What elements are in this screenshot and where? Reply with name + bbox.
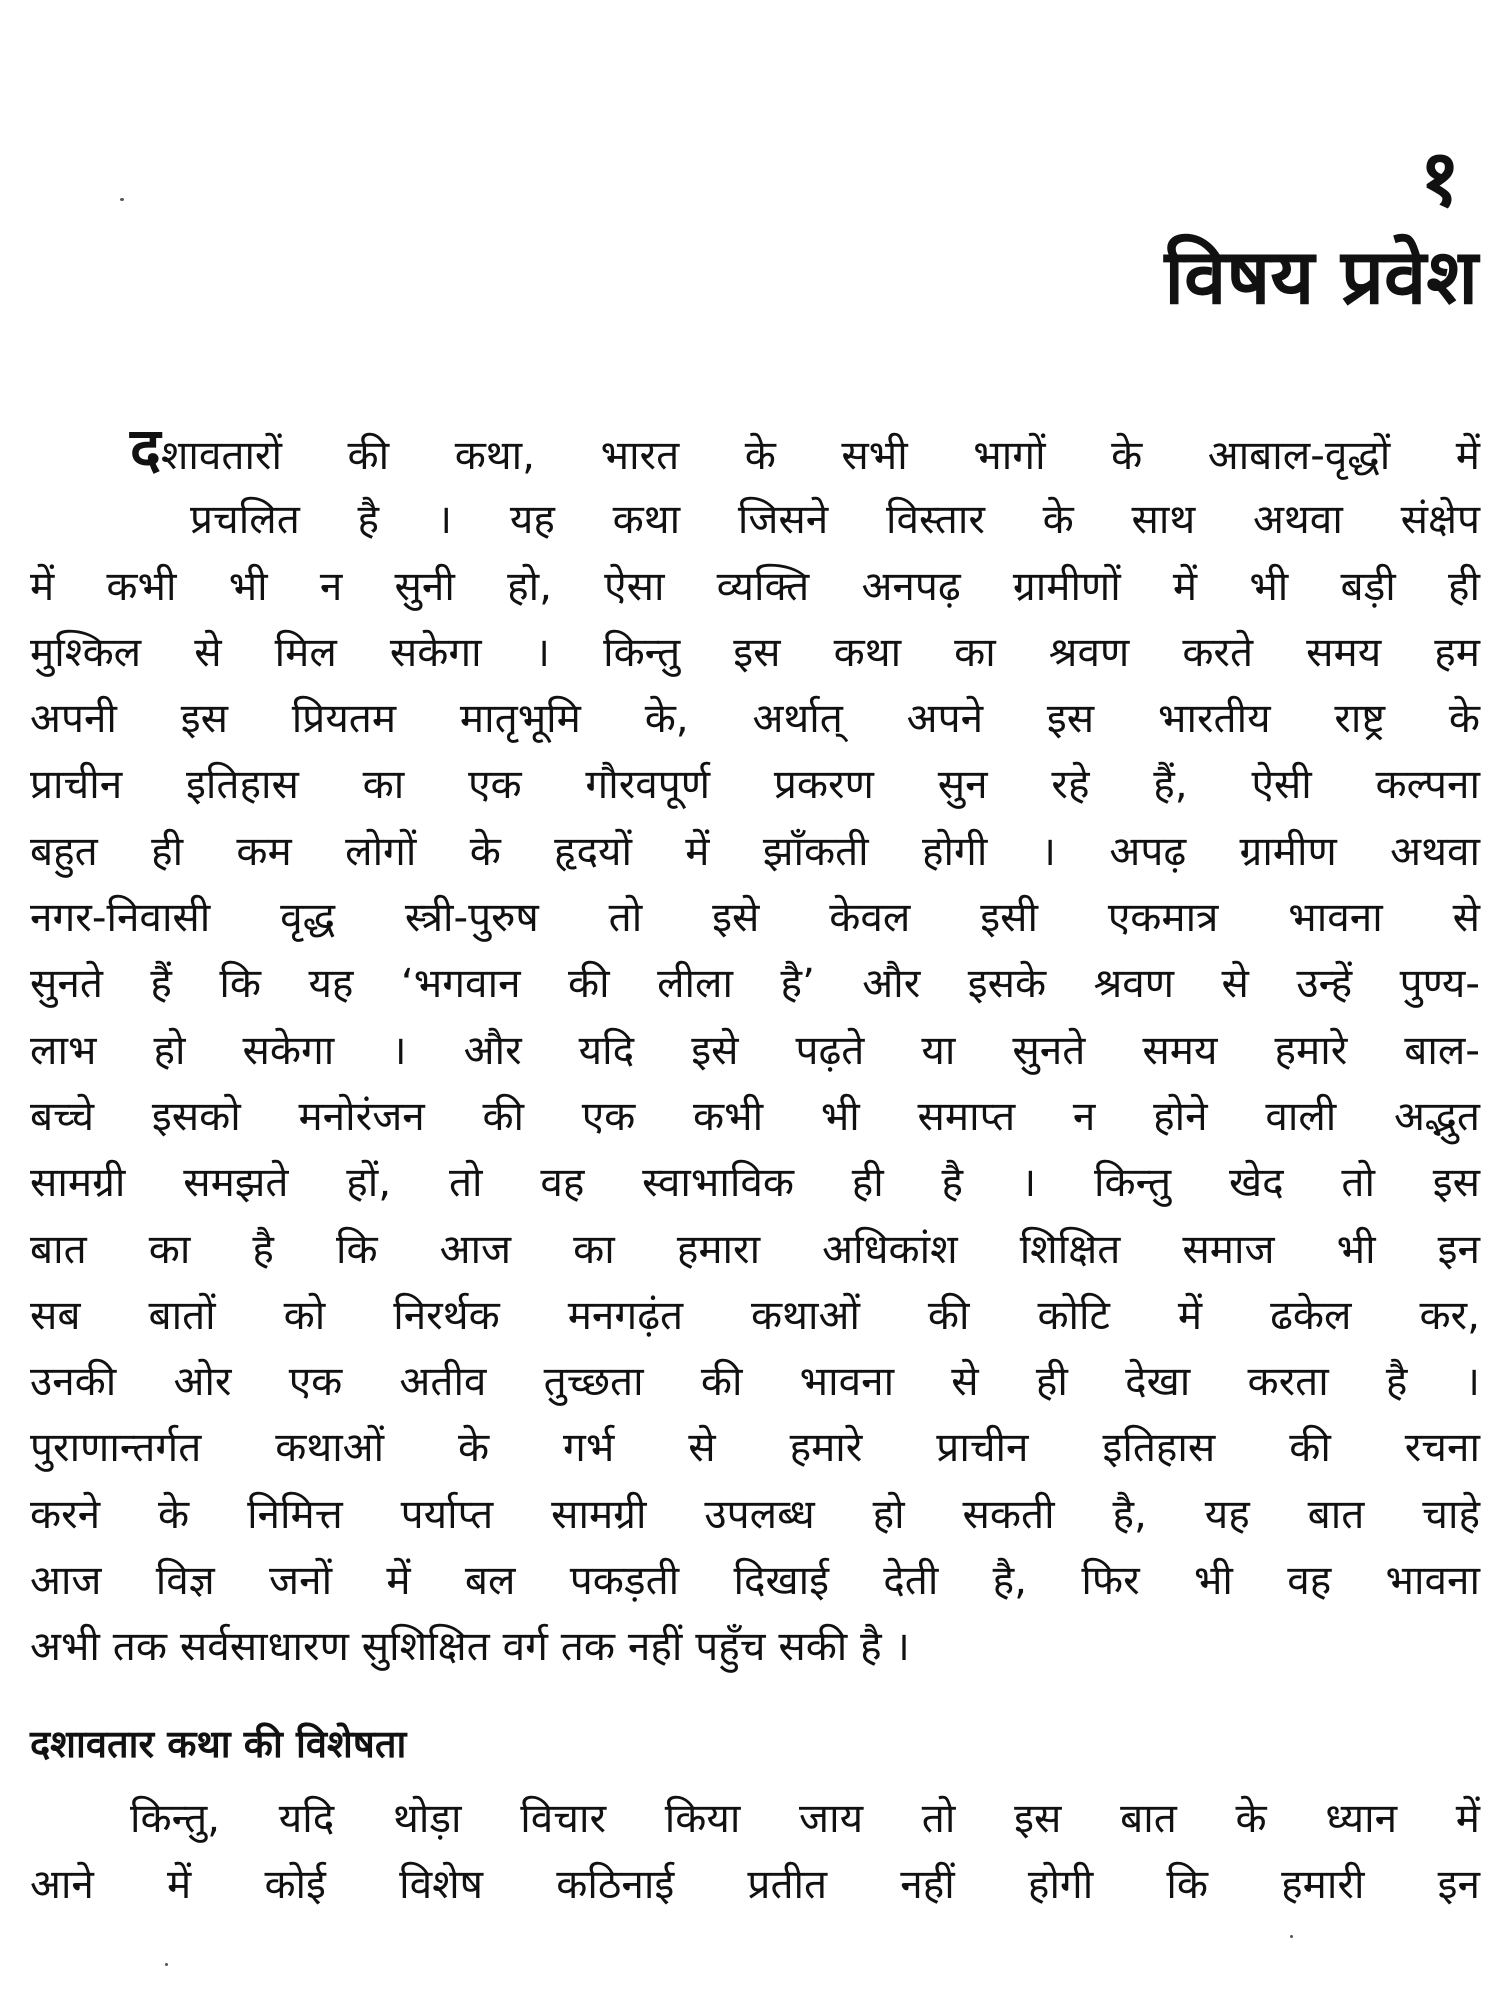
text-line: लाभ हो सकेगा । और यदि इसे पढ़ते या सुनते समय हमारे बाल-: [30, 1025, 1480, 1074]
text-line: उनकी ओर एक अतीव तुच्छता की भावना से ही देखा करता है ।: [30, 1357, 1480, 1406]
text-line: अभी तक सर्वसाधारण सुशिक्षित वर्ग तक नहीं पहुँच सकी है ।: [30, 1622, 910, 1671]
text-line: सुनते हैं कि यह ‘भगवान की लीला है’ और इसके श्रवण से उन्हें पुण्य-: [30, 959, 1480, 1008]
text-line: बच्चे इसको मनोरंजन की एक कभी भी समाप्त न होने वाली अद्भुत: [30, 1091, 1480, 1140]
text-line: प्राचीन इतिहास का एक गौरवपूर्ण प्रकरण सुन रहे हैं, ऐसी कल्पना: [30, 760, 1480, 809]
paragraph-intro: [30, 415, 1480, 1680]
scan-speck: [120, 198, 124, 201]
text-line: आज विज्ञ जनों में बल पकड़ती दिखाई देती है, फिर भी वह भावना: [30, 1556, 1480, 1605]
text-line: बहुत ही कम लोगों के हृदयों में झाँकती होगी । अपढ़ ग्रामीण अथवा: [30, 826, 1480, 875]
paragraph-section: [30, 1785, 1480, 1918]
text-line: अपनी इस प्रियतम मातृभूमि के, अर्थात् अपने इस भारतीय राष्ट्र के: [30, 694, 1480, 743]
chapter-number: १: [1419, 134, 1460, 224]
text-line: [30, 415, 1480, 486]
text-line: सामग्री समझते हों, तो वह स्वाभाविक ही है । किन्तु खेद तो इस: [30, 1158, 1480, 1207]
section-heading: दशावतार कथा की विशेषता: [30, 1722, 407, 1766]
scan-speck: [1290, 1935, 1293, 1938]
text-line: किन्तु, यदि थोड़ा विचार किया जाय तो इस बात के ध्यान में: [130, 1794, 1480, 1842]
text-line: आने में कोई विशेष कठिनाई प्रतीत नहीं होगी कि हमारी इन: [30, 1860, 1480, 1909]
text-line: सब बातों को निरर्थक मनगढ़ंत कथाओं की कोटि में ढकेल कर,: [30, 1290, 1480, 1339]
text-line: बात का है कि आज का हमारा अधिकांश शिक्षित समाज भी इन: [30, 1224, 1480, 1273]
scan-speck: [165, 1963, 168, 1966]
text-line: प्रचलित है । यह कथा जिसने विस्तार के साथ अथवा संक्षेप: [190, 495, 1480, 544]
text-line: मुश्किल से मिल सकेगा । किन्तु इस कथा का श्रवण करते समय हम: [30, 627, 1480, 676]
text-line: नगर-निवासी वृद्ध स्त्री-पुरुष तो इसे केवल इसी एकमात्र भावना से: [30, 893, 1480, 942]
text-line: करने के निमित्त पर्याप्त सामग्री उपलब्ध हो सकती है, यह बात चाहे: [30, 1489, 1480, 1538]
drop-cap: द: [130, 415, 161, 483]
chapter-title: विषय प्रवेश: [1164, 232, 1478, 321]
text-line-content: शावतारों की कथा, भारत के सभी भागों के आबाल-वृद्धों में: [160, 431, 1480, 479]
text-line: में कभी भी न सुनी हो, ऐसा व्यक्ति अनपढ़ ग्रामीणों में भी बड़ी ही: [30, 561, 1480, 610]
text-line: पुराणान्तर्गत कथाओं के गर्भ से हमारे प्राचीन इतिहास की रचना: [30, 1423, 1480, 1472]
